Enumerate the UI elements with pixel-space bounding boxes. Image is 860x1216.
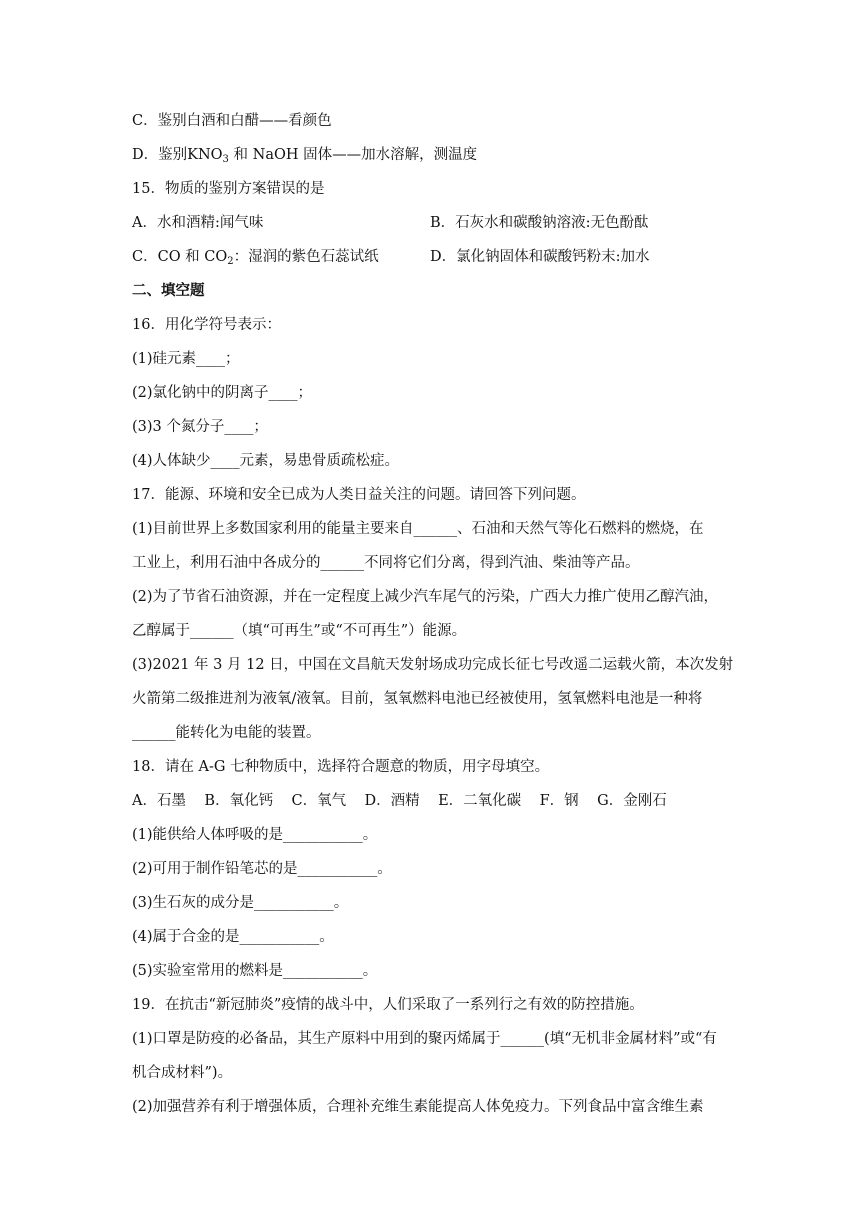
q18-item-3: (3)生石灰的成分是___________。 (132, 895, 349, 911)
question-15: 15．物质的鉴别方案错误的是 (132, 181, 325, 197)
q16-item-4: (4)人体缺少____元素，易患骨质疏松症。 (132, 453, 400, 469)
q19-item-2-line1: (2)加强营养有利于增强体质，合理补充维生素能提高人体免疫力。下列食品中富含维生素 (132, 1099, 704, 1115)
q16-item-3: (3)3 个氮分子____； (132, 419, 268, 435)
option-d-text (132, 145, 477, 170)
q18-item-1: (1)能供给人体呼吸的是___________。 (132, 827, 378, 843)
q17-item-1-line2: 工业上，利用石油中各成分的______不同将它们分离，得到汽油、柴油等产品。 (132, 555, 640, 571)
q18-item-5: (5)实验室常用的燃料是___________。 (132, 963, 378, 979)
q19-item-1-line1: (1)口罩是防疫的必备品，其生产原料中用到的聚丙烯属于______(填“无机非金属材料”或“有 (132, 1031, 717, 1047)
q18-item-2: (2)可用于制作铅笔芯的是___________。 (132, 861, 392, 877)
q19-item-1-line2: 机合成材料”)。 (132, 1065, 233, 1081)
section-heading: 二、填空题 (132, 283, 205, 299)
q15-option-c-part2: ：湿润的紫色石蕊试纸 (233, 249, 379, 265)
q15-option-c (132, 247, 379, 272)
q16-item-1: (1)硅元素____； (132, 351, 240, 367)
q16-item-2: (2)氯化钠中的阴离子____； (132, 385, 313, 401)
q17-item-3-line3: ______能转化为电能的装置。 (132, 725, 321, 741)
option-d-part1: D．鉴别KNO (132, 147, 223, 163)
q18-options: A．石墨 B．氧化钙 C．氧气 D．酒精 E．二氧化碳 F．钢 G．金刚石 (132, 793, 667, 809)
q17-item-3-line1: (3)2021 年 3 月 12 日，中国在文昌航天发射场成功完成长征七号改遥二运载火箭，本次发射 (132, 657, 734, 673)
question-19: 19．在抗击“新冠肺炎”疫情的战斗中，人们采取了一系列行之有效的防控措施。 (132, 997, 644, 1013)
q17-item-3-line2: 火箭第二级推进剂为液氧/液氧。目前，氢氧燃料电池已经被使用，氢氧燃料电池是一种将 (132, 691, 703, 707)
q18-item-4: (4)属于合金的是___________。 (132, 929, 334, 945)
question-18: 18．请在 A-G 七种物质中，选择符合题意的物质，用字母填空。 (132, 759, 550, 775)
q17-item-2-line2: 乙醇属于______（填“可再生”或“不可再生”）能源。 (132, 623, 467, 639)
q17-item-1-line1: (1)目前世界上多数国家利用的能量主要来自______、石油和天然气等化石燃料的燃烧，在 (132, 521, 704, 537)
question-16: 16．用化学符号表示： (132, 317, 281, 333)
option-d-part2: 和 NaOH 固体——加水溶解，测温度 (228, 147, 478, 163)
q15-option-a: A．水和酒精:闻气味 (132, 215, 264, 231)
option-c-text: C．鉴别白酒和白醋——看颜色 (132, 113, 332, 129)
question-17: 17．能源、环境和安全已成为人类日益关注的问题。请回答下列问题。 (132, 487, 586, 503)
q15-option-b: B．石灰水和碳酸钠溶液:无色酚酞 (430, 215, 649, 231)
q15-option-d: D．氯化钠固体和碳酸钙粉末:加水 (430, 249, 650, 265)
q15-option-c-subscript: 2 (227, 256, 234, 267)
option-d-subscript: 3 (222, 154, 229, 165)
q17-item-2-line1: (2)为了节省石油资源，并在一定程度上减少汽车尾气的污染，广西大力推广使用乙醇汽油， (132, 589, 719, 605)
q15-option-c-part1: C．CO 和 CO (132, 249, 228, 265)
